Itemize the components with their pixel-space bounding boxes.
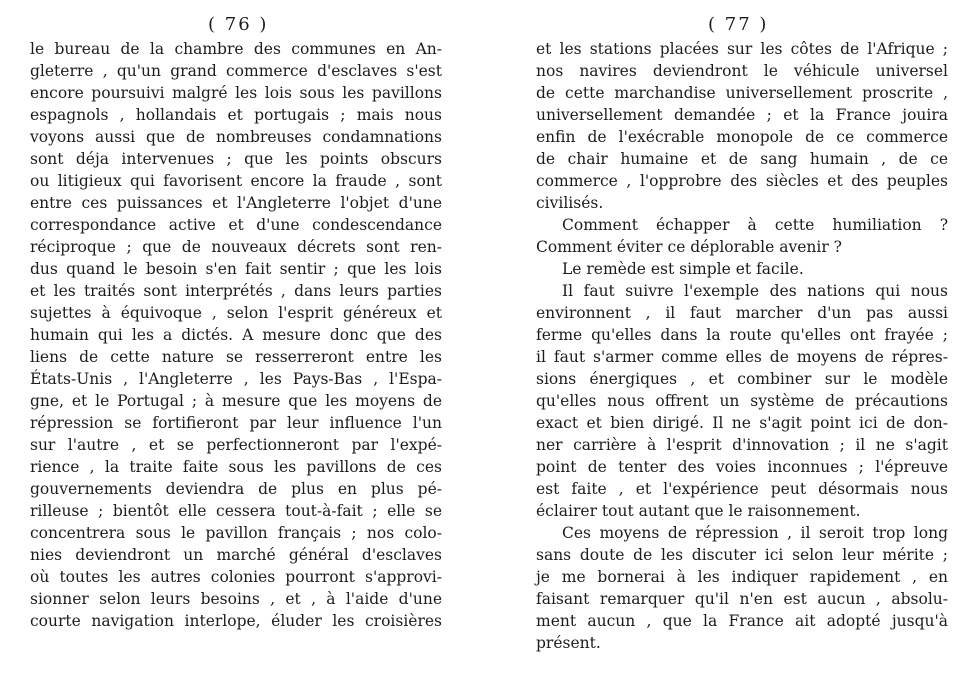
text-line: ferme qu'elles dans la route qu'elles ont frayée ; <box>536 326 948 344</box>
text-line: gne, et le Portugal ; à mesure que les moyens de <box>30 392 442 410</box>
text-line: entre ces puissances et l'Angleterre l'objet d'une <box>30 194 442 212</box>
text-line: ou litigieux qui favorisent encore la fraude , sont <box>30 172 442 190</box>
text-line: Comment échapper à cette humiliation ? <box>562 216 948 234</box>
text-line: concentrera sous le pavillon français ; nos colo- <box>30 524 442 542</box>
text-line: Ces moyens de répression , il seroit trop long <box>562 524 948 542</box>
text-line: et les stations placées sur les côtes de l'Afrique ; <box>536 40 948 58</box>
text-line: enfin de l'exécrable monopole de ce commerce <box>536 128 948 146</box>
text-line: est faite , et l'expérience peut désormais nous <box>536 480 948 498</box>
text-line: où toutes les autres colonies pourront s'approvi- <box>30 568 442 586</box>
text-line: voyons aussi que de nombreuses condamnations <box>30 128 442 146</box>
text-line: Le remède est simple et facile. <box>562 260 804 278</box>
text-line: éclairer tout autant que le raisonnement. <box>536 502 861 520</box>
text-line: États-Unis , l'Angleterre , les Pays-Bas , l'Espa- <box>30 370 442 388</box>
text-line: environnent , il faut marcher d'un pas aussi <box>536 304 948 322</box>
text-line: universellement demandée ; et la France jouira <box>536 106 948 124</box>
text-line: sont déja intervenues ; que les points obscurs <box>30 150 442 168</box>
text-line: le bureau de la chambre des communes en An- <box>30 40 442 58</box>
text-line: correspondance active et d'une condescendance <box>30 216 442 234</box>
text-line: gouvernements deviendra de plus en plus pé- <box>30 480 442 498</box>
text-line: de cette marchandise universellement proscrite , <box>536 84 948 102</box>
text-line: dus quand le besoin s'en fait sentir ; que les lois <box>30 260 442 278</box>
text-line: espagnols , hollandais et portugais ; mais nous <box>30 106 442 124</box>
text-line: encore poursuivi malgré les lois sous les pavillons <box>30 84 442 102</box>
page-number-right: ( 77 ) <box>708 14 769 35</box>
text-line: humain qui les a dictés. A mesure donc que des <box>30 326 442 344</box>
text-line: Comment éviter ce déplorable avenir ? <box>536 238 842 256</box>
text-line: rience , la traite faite sous les pavillons de ces <box>30 458 442 476</box>
text-line: faisant remarquer qu'il n'en est aucun , absolu- <box>536 590 948 608</box>
text-line: Il faut suivre l'exemple des nations qui nous <box>562 282 948 300</box>
text-line: commerce , l'opprobre des siècles et des peuples <box>536 172 948 190</box>
text-line: réciproque ; que de nouveaux décrets sont ren- <box>30 238 442 256</box>
text-line: exact et bien dirigé. Il ne s'agit point ici de don- <box>536 414 948 432</box>
text-line: sions énergiques , et combiner sur le modèle <box>536 370 948 388</box>
text-line: sujettes à équivoque , selon l'esprit généreux et <box>30 304 442 322</box>
text-line: qu'elles nous offrent un système de précautions <box>536 392 948 410</box>
text-line: sionner selon leurs besoins , et , à l'aide d'une <box>30 590 442 608</box>
text-line: ment aucun , que la France ait adopté jusqu'à <box>536 612 948 630</box>
text-line: ner carrière à l'esprit d'innovation ; il ne s'agit <box>536 436 948 454</box>
left-page <box>30 0 442 687</box>
text-line: sur l'autre , et se perfectionneront par l'expé- <box>30 436 442 454</box>
page-number-left: ( 76 ) <box>208 14 269 35</box>
text-line: présent. <box>536 634 601 652</box>
text-line: point de tenter des voies inconnues ; l'épreuve <box>536 458 948 476</box>
text-line: et les traités sont interprétés , dans leurs parties <box>30 282 442 300</box>
text-line: il faut s'armer comme elles de moyens de répres- <box>536 348 948 366</box>
text-line: liens de cette nature se resserreront entre les <box>30 348 442 366</box>
text-line: civilisés. <box>536 194 604 212</box>
left-page-text <box>30 38 442 632</box>
text-line: gleterre , qu'un grand commerce d'esclaves s'est <box>30 62 442 80</box>
text-line: je me bornerai à les indiquer rapidement , en <box>536 568 948 586</box>
text-line: courte navigation interlope, éluder les croisières <box>30 612 442 630</box>
text-line: de chair humaine et de sang humain , de ce <box>536 150 948 168</box>
text-line: sans doute de les discuter ici selon leur mérite ; <box>536 546 948 564</box>
text-line: nies deviendront un marché général d'esclaves <box>30 546 442 564</box>
right-page-text <box>536 38 948 654</box>
text-line: répression se fortifieront par leur influence l'un <box>30 414 442 432</box>
right-page <box>536 0 948 687</box>
text-line: rilleuse ; bientôt elle cessera tout-à-fait ; elle se <box>30 502 442 520</box>
text-line: nos navires deviendront le véhicule universel <box>536 62 948 80</box>
